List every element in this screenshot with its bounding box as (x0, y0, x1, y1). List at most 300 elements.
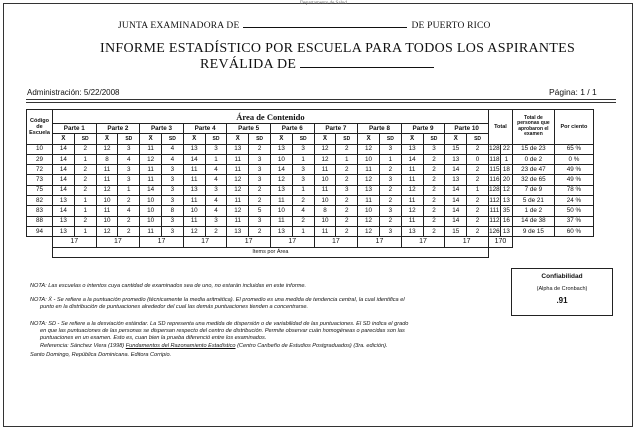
sd-cell: 3 (249, 175, 271, 185)
school-code: 10 (27, 144, 53, 154)
sd-cell: 2 (336, 196, 358, 206)
mean-cell: 11 (358, 165, 380, 175)
items-total: 170 (488, 237, 512, 247)
mean-cell: 13 (53, 196, 75, 206)
sd-cell: 3 (423, 144, 445, 154)
mean-cell: 12 (314, 144, 336, 154)
total-sd-cell: 22 (500, 144, 512, 154)
sd-cell: 3 (161, 226, 183, 236)
mean-cell: 10 (270, 154, 292, 164)
xbar-header: X̄ (96, 134, 118, 144)
sd-cell: 4 (205, 196, 227, 206)
approved-cell: 14 de 38 (512, 216, 554, 226)
mean-cell: 15 (445, 226, 467, 236)
sd-cell: 3 (118, 175, 140, 185)
mean-cell: 10 (314, 216, 336, 226)
sd-cell: 4 (118, 206, 140, 216)
sd-header: SD (423, 134, 445, 144)
part-header-7: Parte 7 (314, 124, 358, 134)
mean-cell: 14 (445, 216, 467, 226)
statistics-table (26, 109, 594, 258)
mean-cell: 8 (314, 206, 336, 216)
header-codigo: Código de Escuela (27, 110, 53, 145)
mean-cell: 13 (270, 144, 292, 154)
school-code: 82 (27, 196, 53, 206)
sd-cell: 1 (467, 185, 489, 195)
total-sd-cell: 35 (500, 206, 512, 216)
total-sd-cell: 16 (500, 216, 512, 226)
sd-cell: 1 (379, 154, 401, 164)
sd-cell: 2 (423, 165, 445, 175)
school-code: 29 (27, 154, 53, 164)
sd-cell: 2 (336, 175, 358, 185)
approved-cell: 0 de 2 (512, 154, 554, 164)
junta-blank-line (243, 20, 407, 28)
approved-cell: 32 de 65 (512, 175, 554, 185)
percent-cell: 24 % (554, 196, 593, 206)
sd-cell: 1 (118, 185, 140, 195)
sd-cell: 2 (423, 226, 445, 236)
sd-cell: 2 (423, 206, 445, 216)
table-row (27, 154, 594, 164)
sd-cell: 2 (379, 196, 401, 206)
total-cell: 116 (488, 175, 500, 185)
xbar-header: X̄ (314, 134, 336, 144)
sd-cell: 2 (336, 144, 358, 154)
sd-cell: 2 (74, 175, 96, 185)
sd-cell: 2 (423, 196, 445, 206)
approved-cell: 15 de 23 (512, 144, 554, 154)
mean-cell: 11 (227, 216, 249, 226)
part-header-10: Parte 10 (445, 124, 489, 134)
mean-cell: 12 (96, 226, 118, 236)
total-sd-cell: 13 (500, 226, 512, 236)
note-1: NOTA: Las escuelas o intentos cuya cantidad de examinados sea de uno, no estarán incluidas en este informe. (30, 283, 307, 289)
sd-cell: 3 (118, 165, 140, 175)
mean-cell: 13 (53, 216, 75, 226)
sd-header: SD (74, 134, 96, 144)
sd-cell: 1 (74, 226, 96, 236)
table-row (27, 165, 594, 175)
approved-cell: 1 de 2 (512, 206, 554, 216)
items-count: 17 (445, 237, 489, 247)
percent-cell: 0 % (554, 154, 593, 164)
mean-cell: 11 (314, 226, 336, 236)
mean-cell: 11 (183, 216, 205, 226)
mean-cell: 10 (358, 154, 380, 164)
mean-cell: 12 (358, 144, 380, 154)
xbar-header: X̄ (358, 134, 380, 144)
sd-header: SD (118, 134, 140, 144)
mean-cell: 11 (358, 196, 380, 206)
part-header-8: Parte 8 (358, 124, 402, 134)
sd-cell: 1 (292, 226, 314, 236)
xbar-header: X̄ (270, 134, 292, 144)
approved-cell: 9 de 15 (512, 226, 554, 236)
part-header-5: Parte 5 (227, 124, 271, 134)
sd-cell: 3 (379, 175, 401, 185)
sd-cell: 2 (467, 144, 489, 154)
sd-cell: 3 (249, 165, 271, 175)
mean-cell: 13 (227, 144, 249, 154)
note-2: NOTA: X̄ - Se refiere a la puntuación promedio (técnicamente la media aritmética). El promedio es una medida de tendencia central, la cual identifica el punto en la distribución de puntuaciones alrededor del cual las demás puntuaciones tienden a concentrarse. (30, 297, 405, 311)
mean-cell: 14 (445, 196, 467, 206)
mean-cell: 13 (445, 175, 467, 185)
mean-cell: 11 (227, 154, 249, 164)
xbar-header: X̄ (53, 134, 75, 144)
approved-cell: 5 de 21 (512, 196, 554, 206)
mean-cell: 11 (140, 175, 162, 185)
percent-cell: 50 % (554, 206, 593, 216)
page-number: Página: 1 / 1 (549, 87, 597, 97)
mean-cell: 13 (53, 226, 75, 236)
mean-cell: 14 (140, 185, 162, 195)
report-title-line2: REVÁLIDA DE (200, 57, 434, 73)
xbar-header: X̄ (401, 134, 423, 144)
sd-cell: 4 (205, 165, 227, 175)
items-count: 17 (53, 237, 97, 247)
sd-cell: 2 (467, 226, 489, 236)
total-cell: 128 (488, 144, 500, 154)
administration-date: Administración: 5/22/2008 (27, 88, 120, 97)
percent-cell: 60 % (554, 226, 593, 236)
mean-cell: 11 (401, 196, 423, 206)
sd-cell: 2 (74, 185, 96, 195)
report-title-line1: INFORME ESTADÍSTICO POR ESCUELA PARA TODOS LOS ASPIRANTES (100, 41, 576, 56)
sd-cell: 1 (292, 154, 314, 164)
school-code: 94 (27, 226, 53, 236)
sd-header: SD (292, 134, 314, 144)
mean-cell: 10 (358, 206, 380, 216)
divider-line (26, 99, 616, 100)
sd-cell: 2 (423, 216, 445, 226)
items-count: 17 (270, 237, 314, 247)
mean-cell: 15 (445, 144, 467, 154)
confiabilidad-value: .91 (556, 296, 568, 305)
reference-title: Fundamentos del Razonamiento Estadístico (125, 342, 236, 349)
mean-cell: 12 (401, 185, 423, 195)
mean-cell: 14 (270, 165, 292, 175)
sd-cell: 2 (423, 185, 445, 195)
school-code: 75 (27, 185, 53, 195)
items-count: 17 (183, 237, 227, 247)
sd-cell: 2 (74, 144, 96, 154)
mean-cell: 10 (314, 175, 336, 185)
mean-cell: 11 (401, 216, 423, 226)
mean-cell: 10 (270, 206, 292, 216)
sd-cell: 2 (118, 226, 140, 236)
mean-cell: 13 (227, 226, 249, 236)
sd-cell: 2 (336, 165, 358, 175)
total-sd-cell: 1 (500, 154, 512, 164)
school-code: 72 (27, 165, 53, 175)
table-row (27, 226, 594, 236)
mean-cell: 11 (96, 165, 118, 175)
items-count: 17 (358, 237, 402, 247)
header-porciento: Por ciento (554, 110, 593, 145)
sd-cell: 3 (292, 175, 314, 185)
mean-cell: 10 (314, 196, 336, 206)
table-row (27, 185, 594, 195)
sd-cell: 2 (423, 154, 445, 164)
sd-cell: 4 (161, 144, 183, 154)
mean-cell: 13 (401, 144, 423, 154)
sd-cell: 2 (205, 226, 227, 236)
mean-cell: 13 (445, 154, 467, 164)
school-code: 88 (27, 216, 53, 226)
total-cell: 126 (488, 226, 500, 236)
mean-cell: 11 (270, 196, 292, 206)
mean-cell: 14 (445, 185, 467, 195)
mean-cell: 10 (140, 206, 162, 216)
sd-cell: 3 (292, 144, 314, 154)
mean-cell: 12 (314, 154, 336, 164)
mean-cell: 13 (183, 185, 205, 195)
approved-cell: 23 de 47 (512, 165, 554, 175)
confiabilidad-subtitle: (Alpha de Cronbach) (536, 286, 588, 292)
sd-cell: 2 (467, 206, 489, 216)
mean-cell: 14 (53, 154, 75, 164)
note-3: NOTA: SD - Se refiere a la desviación estándar. La SD representa una medida de dispersión o de variabilidad de las puntuaciones. El SD indica el grado en que las puntuaciones de las personas se dispersan respecto del centro de distribución. Permite observar cuán homogéneas o parecidas son las puntuaciones en un examen. Esto es, cuan bien la prueba diferenció entre los examinados. Referencia: Sánchez Viera (1998) Fundamentos del Razonamiento Estadístico (Centro Caribeño de Estudios Postgraduados) (3ra. edición). Santo Domingo, República Dominicana. Editora Corripio. (30, 321, 595, 359)
total-sd-cell: 20 (500, 175, 512, 185)
sd-cell: 1 (74, 154, 96, 164)
part-header-1: Parte 1 (53, 124, 97, 134)
header-area: Área de Contenido (53, 110, 489, 124)
sd-cell: 2 (249, 185, 271, 195)
table-row (27, 144, 594, 154)
mean-cell: 11 (270, 216, 292, 226)
mean-cell: 12 (96, 185, 118, 195)
part-header-2: Parte 2 (96, 124, 140, 134)
sd-cell: 8 (161, 206, 183, 216)
sd-cell: 1 (292, 185, 314, 195)
part-header-9: Parte 9 (401, 124, 445, 134)
sd-cell: 2 (467, 216, 489, 226)
mean-cell: 12 (96, 144, 118, 154)
header-total: Total (488, 110, 512, 145)
sd-cell: 2 (336, 216, 358, 226)
items-count: 17 (401, 237, 445, 247)
school-code: 73 (27, 175, 53, 185)
total-cell: 118 (488, 154, 500, 164)
percent-cell: 49 % (554, 175, 593, 185)
sd-cell: 0 (467, 154, 489, 164)
percent-cell: 65 % (554, 144, 593, 154)
sd-cell: 3 (161, 196, 183, 206)
xbar-header: X̄ (140, 134, 162, 144)
total-cell: 112 (488, 196, 500, 206)
sd-cell: 1 (74, 196, 96, 206)
total-cell: 111 (488, 206, 500, 216)
sd-cell: 3 (292, 165, 314, 175)
sd-cell: 1 (205, 154, 227, 164)
total-sd-cell: 13 (500, 196, 512, 206)
confiabilidad-title: Confiabilidad (541, 273, 583, 280)
sd-cell: 2 (379, 165, 401, 175)
sd-cell: 2 (467, 175, 489, 185)
department-header: Departamento de Salud (300, 1, 347, 6)
revalida-blank-line (300, 57, 434, 68)
total-sd-cell: 18 (500, 165, 512, 175)
items-label: Items por Área (53, 247, 489, 257)
mean-cell: 10 (140, 196, 162, 206)
approved-cell: 7 de 9 (512, 185, 554, 195)
sd-cell: 5 (249, 206, 271, 216)
reference: Referencia: Sánchez Viera (1998) Fundamentos del Razonamiento Estadístico (Centro Caribeño de Estudios Postgraduados) (3ra. edición). (40, 342, 388, 349)
total-cell: 128 (488, 185, 500, 195)
mean-cell: 11 (227, 196, 249, 206)
table-row (27, 216, 594, 226)
mean-cell: 10 (96, 196, 118, 206)
sd-cell: 2 (336, 226, 358, 236)
mean-cell: 12 (227, 206, 249, 216)
items-count: 17 (96, 237, 140, 247)
sd-cell: 2 (379, 216, 401, 226)
percent-cell: 37 % (554, 216, 593, 226)
mean-cell: 11 (140, 226, 162, 236)
mean-cell: 11 (314, 185, 336, 195)
mean-cell: 14 (401, 154, 423, 164)
mean-cell: 12 (227, 175, 249, 185)
sd-cell: 3 (161, 216, 183, 226)
table-row (27, 206, 594, 216)
part-header-3: Parte 3 (140, 124, 184, 134)
mean-cell: 11 (140, 165, 162, 175)
sd-header: SD (379, 134, 401, 144)
mean-cell: 14 (53, 185, 75, 195)
mean-cell: 14 (53, 165, 75, 175)
xbar-header: X̄ (445, 134, 467, 144)
total-cell: 115 (488, 165, 500, 175)
sd-cell: 2 (118, 196, 140, 206)
items-count: 17 (314, 237, 358, 247)
sd-header: SD (467, 134, 489, 144)
divider-line (26, 102, 616, 103)
sd-cell: 4 (161, 154, 183, 164)
mean-cell: 12 (270, 175, 292, 185)
mean-cell: 8 (96, 154, 118, 164)
sd-cell: 3 (118, 144, 140, 154)
table-row (27, 196, 594, 206)
sd-cell: 3 (161, 175, 183, 185)
mean-cell: 11 (401, 165, 423, 175)
mean-cell: 13 (270, 226, 292, 236)
mean-cell: 10 (96, 216, 118, 226)
sd-cell: 3 (205, 216, 227, 226)
mean-cell: 11 (314, 165, 336, 175)
mean-cell: 11 (227, 165, 249, 175)
mean-cell: 12 (401, 206, 423, 216)
items-count: 17 (227, 237, 271, 247)
school-code: 83 (27, 206, 53, 216)
mean-cell: 14 (53, 144, 75, 154)
sd-cell: 3 (379, 226, 401, 236)
mean-cell: 10 (183, 206, 205, 216)
mean-cell: 13 (401, 226, 423, 236)
sd-cell: 4 (205, 206, 227, 216)
total-sd-cell: 12 (500, 185, 512, 195)
mean-cell: 12 (227, 185, 249, 195)
sd-cell: 2 (74, 216, 96, 226)
sd-cell: 2 (467, 165, 489, 175)
sd-cell: 2 (249, 144, 271, 154)
sd-cell: 3 (379, 144, 401, 154)
sd-cell: 3 (249, 154, 271, 164)
mean-cell: 11 (96, 175, 118, 185)
xbar-header: X̄ (183, 134, 205, 144)
mean-cell: 11 (140, 144, 162, 154)
sd-cell: 3 (161, 185, 183, 195)
sd-cell: 3 (205, 144, 227, 154)
sd-cell: 4 (292, 206, 314, 216)
mean-cell: 12 (358, 216, 380, 226)
xbar-header: X̄ (227, 134, 249, 144)
sd-cell: 3 (249, 216, 271, 226)
sd-cell: 2 (74, 165, 96, 175)
part-header-4: Parte 4 (183, 124, 227, 134)
mean-cell: 12 (183, 226, 205, 236)
sd-cell: 2 (336, 206, 358, 216)
mean-cell: 13 (183, 144, 205, 154)
sd-cell: 4 (205, 175, 227, 185)
sd-header: SD (336, 134, 358, 144)
junta-heading: JUNTA EXAMINADORA DE DE PUERTO RICO (118, 21, 491, 31)
percent-cell: 78 % (554, 185, 593, 195)
total-cell: 112 (488, 216, 500, 226)
sd-cell: 2 (249, 196, 271, 206)
mean-cell: 14 (53, 175, 75, 185)
mean-cell: 14 (183, 154, 205, 164)
mean-cell: 14 (445, 165, 467, 175)
sd-cell: 2 (292, 196, 314, 206)
mean-cell: 12 (358, 175, 380, 185)
header-aprobaron: Total de personas que aprobaron el examen (512, 110, 554, 145)
mean-cell: 13 (270, 185, 292, 195)
sd-header: SD (205, 134, 227, 144)
sd-header: SD (161, 134, 183, 144)
sd-cell: 3 (379, 206, 401, 216)
sd-cell: 4 (118, 154, 140, 164)
table-row (27, 175, 594, 185)
sd-cell: 2 (118, 216, 140, 226)
sd-cell: 2 (467, 196, 489, 206)
sd-cell: 3 (336, 185, 358, 195)
sd-cell: 2 (292, 216, 314, 226)
mean-cell: 12 (140, 154, 162, 164)
part-header-6: Parte 6 (270, 124, 314, 134)
mean-cell: 11 (183, 165, 205, 175)
mean-cell: 13 (358, 185, 380, 195)
sd-cell: 1 (336, 154, 358, 164)
sd-header: SD (249, 134, 271, 144)
sd-cell: 3 (205, 185, 227, 195)
mean-cell: 11 (183, 175, 205, 185)
mean-cell: 11 (183, 196, 205, 206)
sd-cell: 2 (379, 185, 401, 195)
sd-cell: 2 (249, 226, 271, 236)
mean-cell: 12 (358, 226, 380, 236)
sd-cell: 1 (74, 206, 96, 216)
mean-cell: 11 (401, 175, 423, 185)
mean-cell: 14 (53, 206, 75, 216)
sd-cell: 3 (161, 165, 183, 175)
mean-cell: 11 (96, 206, 118, 216)
percent-cell: 49 % (554, 165, 593, 175)
mean-cell: 10 (140, 216, 162, 226)
items-count: 17 (140, 237, 184, 247)
items-row (27, 237, 594, 247)
mean-cell: 14 (445, 206, 467, 216)
